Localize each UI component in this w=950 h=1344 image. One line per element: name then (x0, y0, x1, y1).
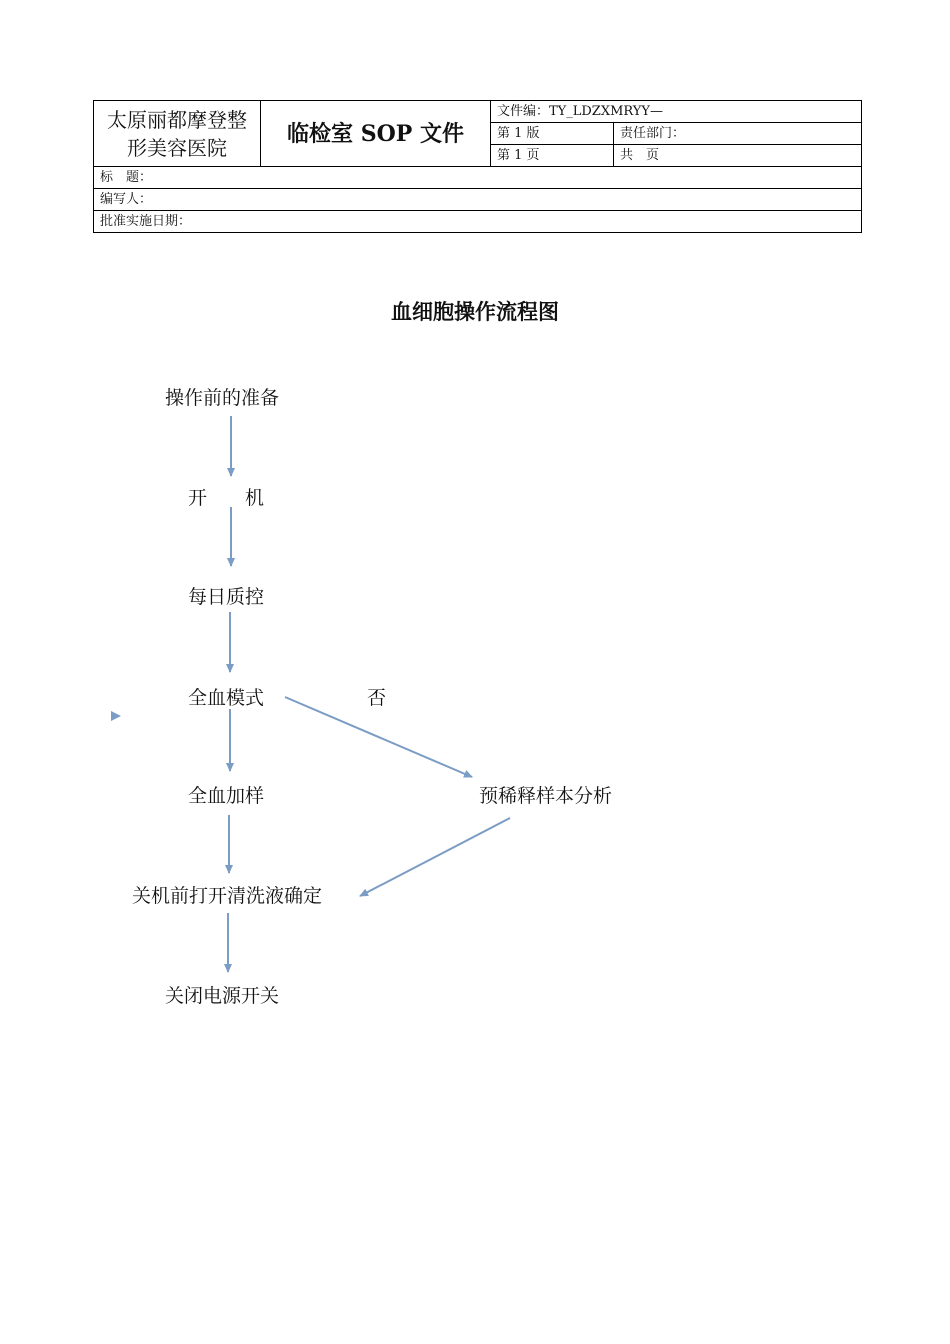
step-shutdown-cleaning: 关机前打开清洗液确定 (132, 885, 323, 907)
doc-type: 临检室 SOP 文件 (261, 101, 491, 167)
hospital-name: 太原丽都摩登整形美容医院 (94, 101, 261, 167)
branch-no-label: 否 (367, 687, 387, 709)
step-power-on: 开 机 (188, 487, 265, 509)
author-label: 编写人： (94, 189, 862, 211)
title-label: 标 题： (94, 167, 862, 189)
step-preparation: 操作前的准备 (165, 387, 280, 409)
step-whole-blood-sampling: 全血加样 (188, 785, 265, 807)
step-daily-qc: 每日质控 (188, 586, 265, 608)
department: 责任部门： (614, 123, 862, 145)
total-pages: 共 页 (614, 145, 862, 167)
step-prediluted-analysis: 预稀释样本分析 (479, 785, 613, 807)
doc-number: 文件编：TY_LDZXMRYY— (491, 101, 862, 123)
step-whole-blood-mode: 全血模式 (188, 687, 265, 709)
edition: 第 1 版 (491, 123, 614, 145)
approval-date-label: 批准实施日期： (94, 211, 862, 233)
page-number: 第 1 页 (491, 145, 614, 167)
step-power-off: 关闭电源开关 (165, 985, 280, 1007)
arrow-prediluted-to-shutdown (360, 818, 510, 896)
stray-triangle-marker (111, 711, 121, 721)
document-title: 血细胞操作流程图 (391, 299, 559, 324)
